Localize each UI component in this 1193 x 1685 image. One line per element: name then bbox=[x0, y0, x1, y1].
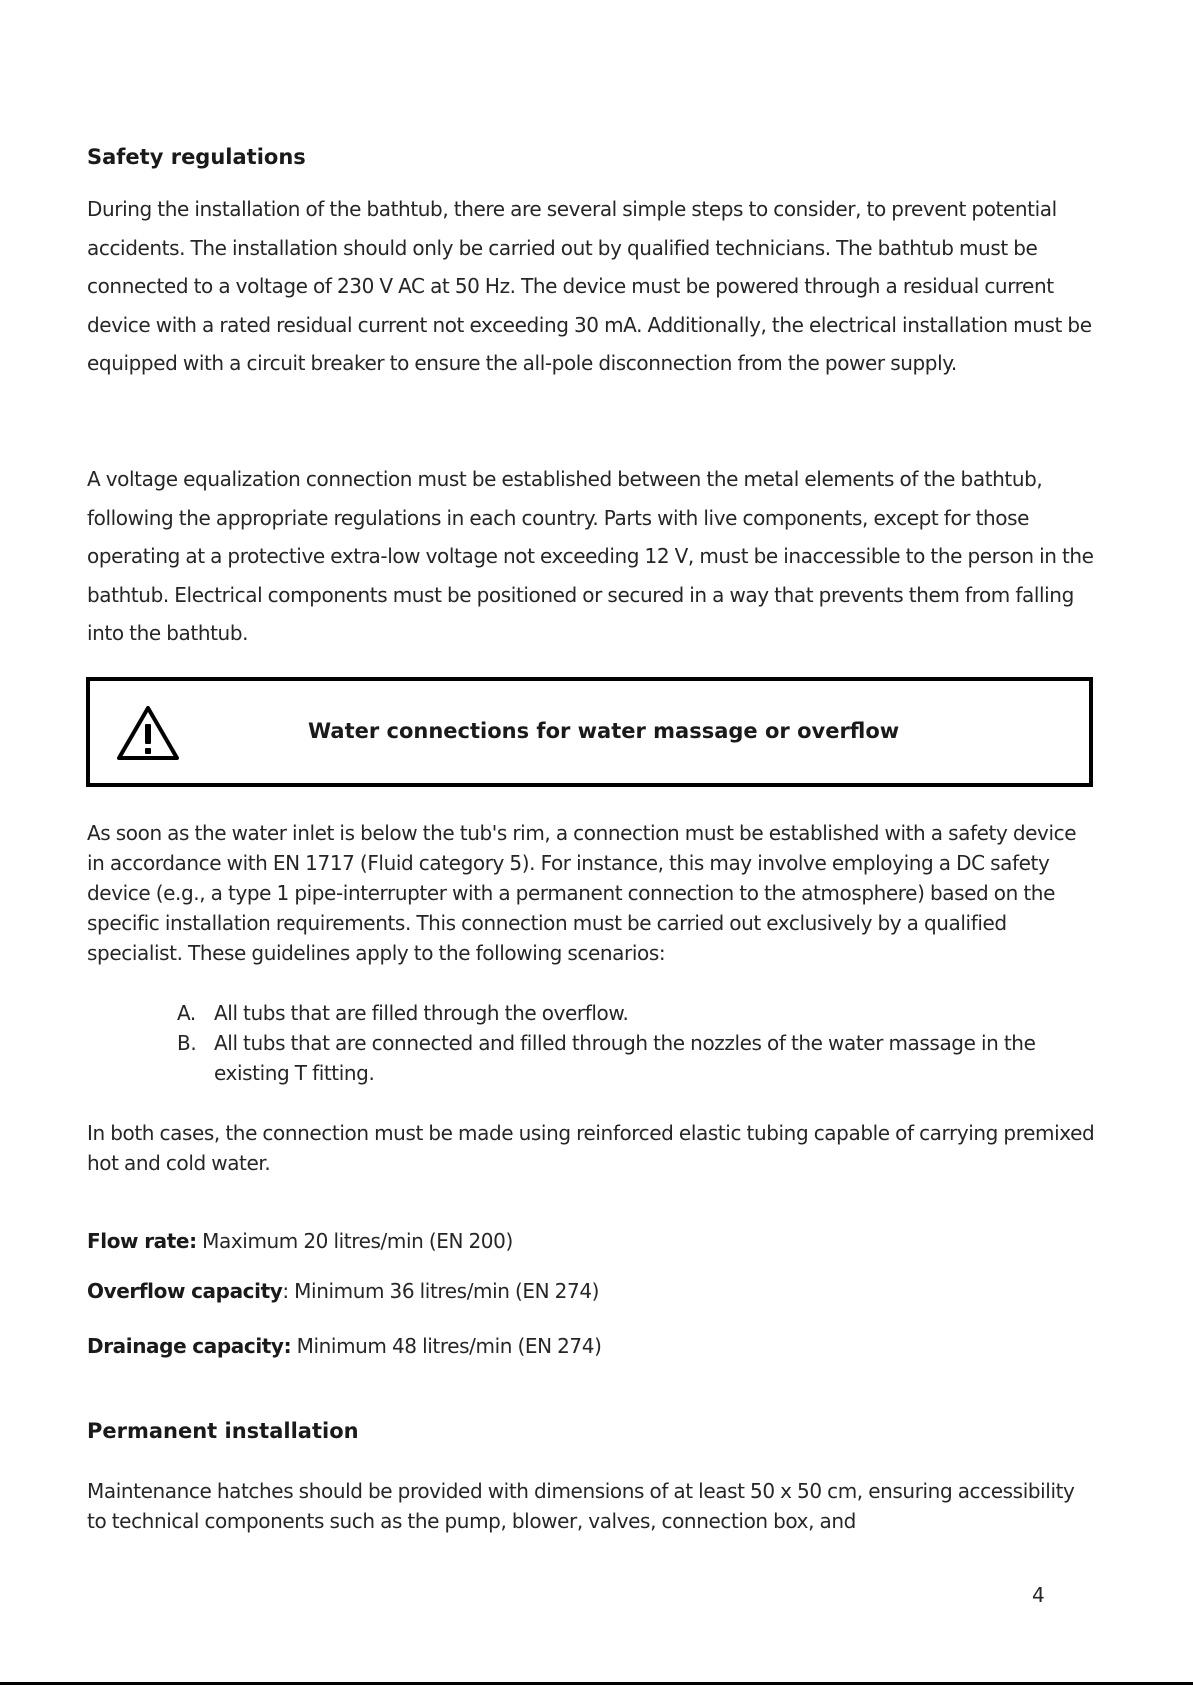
spec-overflow-capacity bbox=[87, 1279, 599, 1303]
safety-paragraph-2 bbox=[87, 460, 1097, 653]
warning-triangle-icon bbox=[116, 704, 180, 762]
warning-box bbox=[86, 677, 1093, 787]
spec-label: Drainage capacity: bbox=[87, 1334, 292, 1358]
list-item bbox=[177, 1028, 1077, 1088]
water-paragraph-2-text: In both cases, the connection must be made using reinforced elastic tubing capable of carrying premixed hot and cold water. bbox=[87, 1121, 1095, 1175]
spec-label: Flow rate: bbox=[87, 1229, 197, 1253]
list-marker: A. bbox=[177, 1001, 196, 1025]
list-marker: B. bbox=[177, 1031, 197, 1055]
scenario-list bbox=[177, 998, 1077, 1088]
permanent-paragraph-text: Maintenance hatches should be provided with dimensions of at least 50 x 50 cm, ensuring accessibility to technical components such as the pump, blower, valves, connection box, and bbox=[87, 1479, 1075, 1533]
list-item-text: All tubs that are connected and filled through the nozzles of the water massage in the existing T fitting. bbox=[214, 1031, 1036, 1085]
safety-paragraph-1-text: During the installation of the bathtub, there are several simple steps to consider, to prevent potential accidents. The installation should only be carried out by qualified technicians. The bathtub must be connected to a voltage of 230 V AC at 50 Hz. The device must be powered through a residual current device with a rated residual current not exceeding 30 mA. Additionally, the electrical installation must be equipped with a circuit breaker to ensure the all-pole disconnection from the power supply. bbox=[87, 197, 1092, 376]
page-number: 4 bbox=[1032, 1583, 1045, 1607]
water-paragraph-1 bbox=[87, 818, 1097, 968]
spec-value: Minimum 48 litres/min (EN 274) bbox=[291, 1334, 602, 1358]
warning-box-title: Water connections for water massage or overflow bbox=[308, 719, 900, 743]
water-paragraph-1-text: As soon as the water inlet is below the tub's rim, a connection must be established with a safety device in accordance with EN 1717 (Fluid category 5). For instance, this may involve employing a DC safety device (e.g., a type 1 pipe-interrupter with a permanent connection to the atmosphere) based on the specific installation requirements. This connection must be carried out exclusively by a qualified specialist. These guidelines apply to the following scenarios: bbox=[87, 821, 1077, 965]
list-item bbox=[177, 998, 1077, 1028]
spec-value: Maximum 20 litres/min (EN 200) bbox=[196, 1229, 513, 1253]
safety-paragraph-2-text: A voltage equalization connection must be established between the metal elements of the bathtub, following the appropriate regulations in each country. Parts with live components, except for those operating at a protective extra-low voltage not exceeding 12 V, must be inaccessible to the person in the bathtub. Electrical components must be positioned or secured in a way that prevents them from falling into the bathtub. bbox=[87, 467, 1094, 646]
list-item-text: All tubs that are filled through the overflow. bbox=[214, 1001, 629, 1025]
spec-label: Overflow capacity bbox=[87, 1279, 283, 1303]
permanent-installation-heading: Permanent installation bbox=[87, 1419, 359, 1443]
safety-paragraph-1 bbox=[87, 190, 1097, 383]
permanent-paragraph bbox=[87, 1476, 1097, 1536]
water-paragraph-2 bbox=[87, 1118, 1097, 1178]
spec-value: : Minimum 36 litres/min (EN 274) bbox=[282, 1279, 600, 1303]
safety-regulations-heading: Safety regulations bbox=[87, 145, 306, 169]
spec-drainage-capacity bbox=[87, 1334, 602, 1358]
spec-flow-rate bbox=[87, 1229, 513, 1253]
